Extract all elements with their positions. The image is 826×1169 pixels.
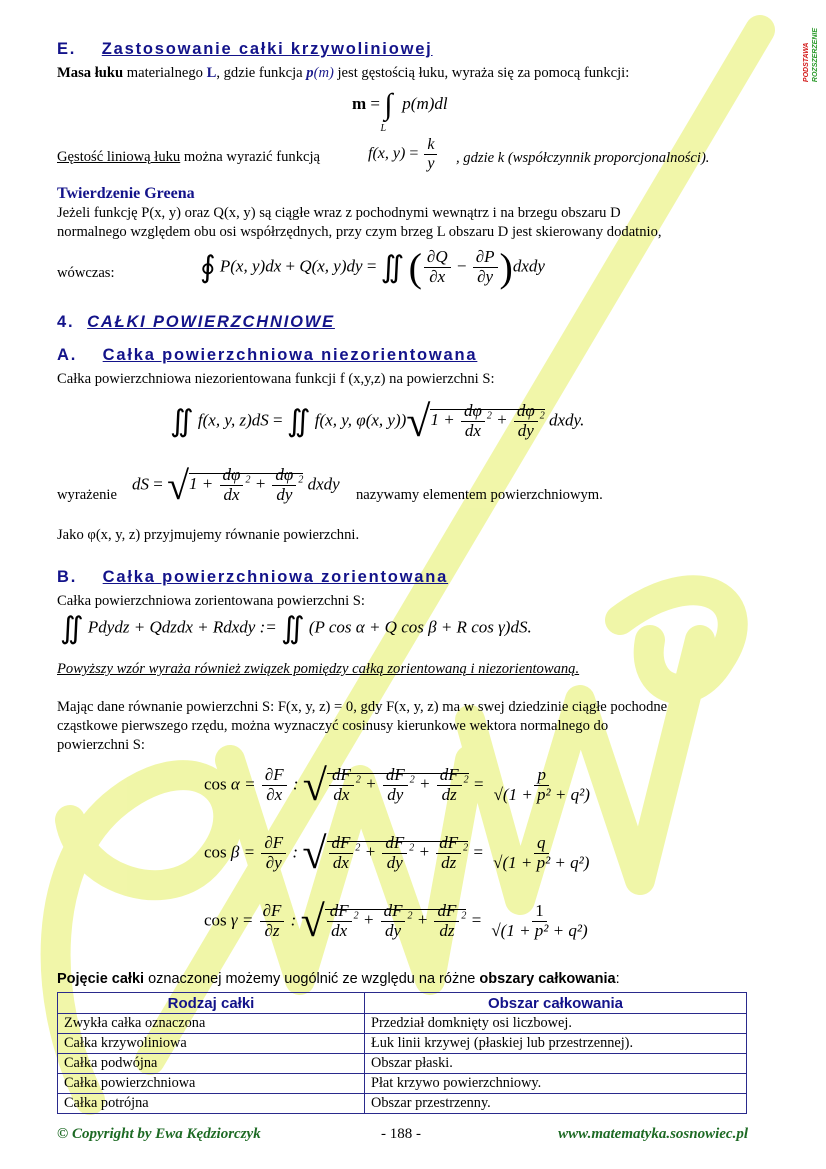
section-b-title: Całka powierzchniowa zorientowana: [102, 568, 449, 586]
oriented-integral-formula: ∬ Pdydz + Qdzdx + Rdxdy := ∬ (P cos α + Q cos β + R cos γ)dS.: [60, 612, 532, 645]
generalize-text-1: oznaczonej możemy uogólnić ze względu na różne: [144, 971, 480, 987]
green-line-2: normalnego względem obu osi współrzędnych, przy czym brzeg L obszaru D jest skierowany dodatnio,: [57, 224, 662, 240]
cell-domain: Obszar płaski.: [365, 1054, 747, 1074]
surface-element-formula: dS = √1 + $\frac{d\varphi}{dx}$ $^2$ + $\frac{d\varphi}{dy}$ $^2$ dxdy: [132, 463, 340, 508]
mass-paragraph: [57, 64, 629, 83]
cell-type: Całka krzywoliniowa: [58, 1034, 365, 1054]
density-formula: f(x, y) = $\frac{k}{y}$: [368, 136, 439, 172]
side-label: [802, 28, 820, 82]
relation-note: Powyższy wzór wyraża również związek pomiędzy całką zorientowaną i niezorientowaną.: [57, 661, 580, 677]
mass-text: materialnego: [123, 65, 207, 81]
generalize-bold-1: Pojęcie całki: [57, 971, 145, 987]
generalize-bold-2: obszary całkowania: [479, 971, 616, 987]
table-header-row: [58, 993, 747, 1014]
section-e-title: Zastosowanie całki krzywoliniowej: [101, 40, 433, 58]
cell-domain: Łuk linii krzywej (płaskiej lub przestrzennej).: [365, 1034, 747, 1054]
green-title: Twierdzenie Greena: [57, 185, 195, 202]
table-row: [58, 1014, 747, 1034]
density-tail: , gdzie k (współczynnik proporcjonalności).: [456, 150, 710, 166]
surface-integral-formula: ∬ f(x, y, z)dS = ∬ f(x, y, φ(x, y))√1 + $\frac{d\varphi}{dx}$ $^2$ + $\frac{d\varphi}{dy}$ $^2$ dxdy.: [170, 397, 585, 446]
section-4-number: 4.: [57, 313, 75, 331]
cell-type: Zwykła całka oznaczona: [58, 1014, 365, 1034]
footer-url[interactable]: www.matematyka.sosnowiec.pl: [558, 1126, 748, 1142]
header-integral-type: Rodzaj całki: [58, 993, 365, 1014]
side-label-basic: PODSTAWA: [803, 42, 810, 83]
section-a-intro: Całka powierzchniowa niezorientowana funkcji f (x,y,z) na powierzchni S:: [57, 371, 495, 387]
phi-text: Jako φ(x, y, z) przyjmujemy równanie powierzchni.: [57, 527, 360, 543]
section-e-heading: [57, 40, 433, 59]
table-row: [58, 1074, 747, 1094]
section-a-letter: A.: [57, 346, 78, 364]
cell-type: Całka powierzchniowa: [58, 1074, 365, 1094]
section-a-title: Całka powierzchniowa niezorientowana: [102, 346, 478, 364]
header-integration-domain: Obszar całkowania: [365, 993, 747, 1014]
section-4-title: CAŁKI POWIERZCHNIOWE: [87, 313, 335, 331]
cell-type: Całka podwójna: [58, 1054, 365, 1074]
side-label-extended: ROZSZERZENIE: [812, 28, 819, 83]
mass-l: L: [206, 65, 217, 81]
footer-page-number: - 188 -: [381, 1126, 421, 1142]
generalize-text-2: :: [615, 971, 620, 987]
cell-domain: Przedział domknięty osi liczbowej.: [365, 1014, 747, 1034]
mass-m: (m): [313, 65, 334, 81]
generalize-sentence: [57, 970, 620, 989]
section-4-heading: [57, 313, 335, 332]
cos-alpha-formula: cos α = $\frac{\partial F}{\partial x}$ : √ $\frac{dF}{dx}$ $^2$ + $\frac{dF}{dy}$ $^2$ + $\frac{dF}{dz}$ $^2$ = $\frac{p}{\text{√(1 + p² + q²)}}$: [204, 761, 590, 810]
green-then: wówczas:: [57, 265, 115, 281]
section-a-heading: [57, 346, 477, 365]
element-label: wyrażenie: [57, 487, 117, 503]
section-b-letter: B.: [57, 568, 78, 586]
cell-domain: Obszar przestrzenny.: [365, 1094, 747, 1114]
footer-copyright: © Copyright by Ewa Kędziorczyk: [57, 1126, 261, 1142]
density-text: można wyrazić funkcją: [180, 149, 321, 165]
table-row: [58, 1034, 747, 1054]
normal-paragraph-1: Mając dane równanie powierzchni S: F(x, y, z) = 0, gdy F(x, y, z) ma w swej dziedzinie ciągłe pochodne: [57, 699, 668, 715]
section-b-heading: [57, 568, 448, 587]
section-b-intro: Całka powierzchniowa zorientowana powierzchni S:: [57, 593, 365, 609]
density-paragraph: [57, 148, 320, 167]
green-line-1: Jeżeli funkcję P(x, y) oraz Q(x, y) są ciągłe wraz z pochodnymi wewnątrz i na brzegu obszaru D: [57, 205, 621, 221]
mass-p: p: [306, 65, 314, 81]
mass-formula: $m = \int_L$ p(m)dl: [352, 88, 448, 134]
normal-paragraph-3: powierzchni S:: [57, 737, 145, 753]
density-underlined: Gęstość liniową łuku: [57, 149, 181, 165]
mass-text2: , gdzie funkcja: [216, 65, 307, 81]
green-formula: ∮ P(x, y)dx + Q(x, y)dy = ∬ ( $\frac{\partial Q}{\partial x}$ − $\frac{\partial P}{\partial y}$ )dxdy: [200, 245, 545, 290]
table-row: [58, 1094, 747, 1114]
element-tail: nazywamy elementem powierzchniowym.: [356, 487, 603, 503]
section-e-letter: E.: [57, 40, 77, 58]
table-row: [58, 1054, 747, 1074]
cell-domain: Płat krzywo powierzchniowy.: [365, 1074, 747, 1094]
mass-text3: jest gęstością łuku, wyraża się za pomocą funkcji:: [333, 65, 630, 81]
normal-paragraph-2: cząstkowe pierwszego rzędu, można wyznaczyć cosinusy kierunkowe wektora normalnego do: [57, 718, 609, 734]
cos-beta-formula: cos β = $\frac{\partial F}{\partial y}$ : √ $\frac{dF}{dx}$ $^2$ + $\frac{dF}{dy}$ $^2$ + $\frac{dF}{dz}$ $^2$ = $\frac{q}{\text{√(1 + p² + q²)}}$: [204, 829, 590, 878]
mass-bold: Masa łuku: [57, 65, 124, 81]
cell-type: Całka potrójna: [58, 1094, 365, 1114]
cos-gamma-formula: cos γ = $\frac{\partial F}{\partial z}$ : √ $\frac{dF}{dx}$ $^2$ + $\frac{dF}{dy}$ $^2$ + $\frac{dF}{dz}$ $^2$ = $\frac{1}{\text{√(1 + p² + q²)}}$: [204, 897, 588, 946]
integral-types-table: [57, 992, 747, 1114]
